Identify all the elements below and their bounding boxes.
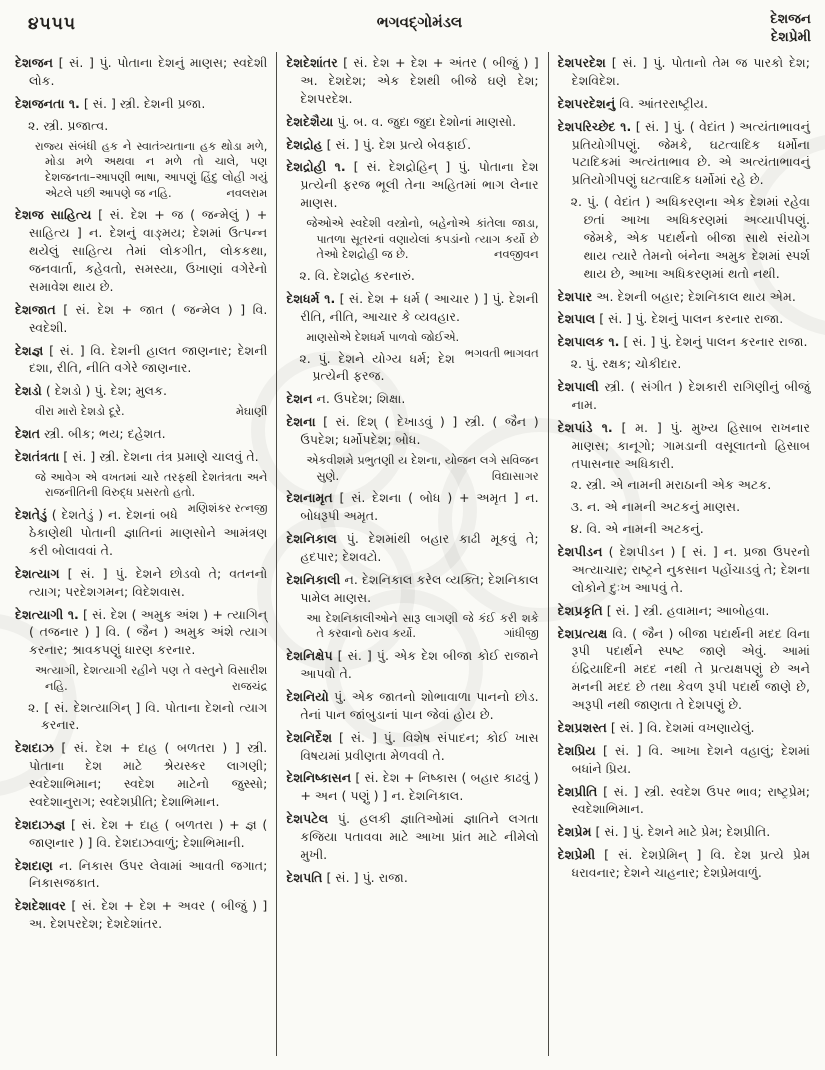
dictionary-entry <box>286 158 538 212</box>
definition-text: [ સં. દેશ + જ ( જન્મેલું ) + સાહિત્ય ] ન. દેશનું વાઙ્મય; દેશમાં ઉત્પન્ન થયેલું સાહિત્ય તેમાં લોકગીત, લોકકથા, જનવાર્તા, કહેવતો, સમસ્યા, ઉખાણાં વગેરેનો સમાવેશ થાય છે. <box>29 207 268 294</box>
dictionary-entry <box>558 846 810 882</box>
definition-text: [ સં. ] પું. દેશ પ્રત્યે બેવફાઈ. <box>326 136 472 152</box>
definition-text: ( દેશતેડું ) ન. દેશનાં બધે ઠેકાણેથી પોતાની જ્ઞાતિનાં માણસોને આમંત્રણ કરી બોલાવવાં તે. <box>29 507 268 558</box>
definition-text: ૩. ન. એ નામની અટકનું માણસ. <box>570 499 741 515</box>
definition-text: [ સં. દેશના ( બોધ ) + અમૃત ] ન. બોધરૂપી અમૃત. <box>300 490 539 524</box>
dictionary-entry <box>558 625 810 714</box>
dictionary-entry <box>286 688 538 724</box>
dictionary-entry <box>15 206 267 295</box>
definition-text: [ સં. ] વિ. આખા દેશને વહાલું; દેશમાં બધાંને પ્રિય. <box>571 742 810 776</box>
citation-quote <box>286 329 539 360</box>
entry-headword: દેશપાલી <box>557 379 599 394</box>
sense-item <box>558 520 810 538</box>
quote-text: જેઓએ સ્વદેશી વસ્ત્રોનો, બહેનોએ કાંતેલા જાડા, પાતળા સૂતરનાં વણાયેલાં કપડાંનો ત્યાગ કર્યો છે તેઓ દેશદ્રોહી જ છે. <box>306 216 539 262</box>
dictionary-entry <box>286 489 538 525</box>
definition-text: [ સં. ] સ્ત્રી. દેશની પ્રજા. <box>83 95 206 111</box>
entry-headword: દેશદાઝ <box>15 740 54 756</box>
quote-text: આ દેશનિકાલીઓને સારૂ લાગણી જે કંઈ કરી શકે તે કરવાનો ઠરાવ કર્યો. <box>306 610 539 641</box>
entry-headword: દેશજન <box>15 55 54 70</box>
quote-text: વીરા મારો દેશડો દૂરે. <box>35 404 125 419</box>
entry-headword: દેશદ્રોહ <box>286 136 323 152</box>
entry-headword: દેશજાત <box>15 301 56 317</box>
sense-item <box>15 699 267 735</box>
quote-text: જે આવેગ એ વખતમાં ચારે તરફથી દેશતંત્રતા અને રાજનીતિની વિરુદ્ધ પ્રસરતો હતો. <box>35 469 268 500</box>
definition-text: ન. ઉપદેશ; શિક્ષા. <box>316 391 406 407</box>
dictionary-entry <box>558 310 810 328</box>
entry-headword: દેશપ્રિય <box>557 742 596 758</box>
definition-text: [ સં. દેશ + દાહ ( બળતરા ) + જ્ઞ ( જાણનાર ) ] વિ. દેશદાઝવાળું; દેશાભિમાની. <box>29 816 268 850</box>
entry-headword: દેશનિયો <box>286 688 329 704</box>
definition-text: સ્ત્રી. બીક; ભય; દહેશત. <box>44 425 166 441</box>
entry-headword: દેશત્યાગ <box>15 565 60 581</box>
definition-text: [ સં. ] પું. દેશનું પાલન કરનાર રાજા. <box>623 334 808 350</box>
dictionary-entry <box>558 719 810 737</box>
dictionary-entry <box>286 413 538 449</box>
dictionary-entry <box>15 95 267 113</box>
definition-text: [ સં. ] પું. દેશને છોડવો તે; વતનનો ત્યાગ; પરદેશગમન; વિદેશવાસ. <box>29 565 268 599</box>
column-2 <box>276 52 547 1056</box>
column-1 <box>6 52 276 1056</box>
page-number: ૪૫૫૫ <box>28 14 77 34</box>
entry-headword: દેશપાંડે ૧. <box>557 419 613 435</box>
guide-word-first: દેશજન <box>770 11 811 27</box>
citation-quote <box>286 453 538 484</box>
citation-attribution: મેઘાણી <box>235 404 268 419</box>
definition-text: ( દેશપીડન ) [ સં. ] ન. પ્રજા ઉપરનો અત્યાચાર; રાષ્ટ્રને નુકસાન પહોંચાડવું તે; દેશના લોકોને દુઃખ આપવું તે. <box>571 544 810 595</box>
dictionary-entry <box>15 54 267 90</box>
guide-word-last: દેશપ્રેમી <box>770 29 811 46</box>
entry-headword: દેશપ્રશસ્ત <box>557 719 607 735</box>
entry-headword: દેશદ્રોહી ૧. <box>286 159 346 175</box>
entry-headword: દેશજ્ઞ <box>15 342 44 358</box>
definition-text: ( દેશડો ) પું. દેશ; મુલક. <box>45 383 167 399</box>
quote-text: અત્યાગી, દેશત્યાગી રહીને પણ તે વસ્તુને વિસારીશ નહિ. <box>35 663 268 693</box>
dictionary-entry <box>15 606 267 660</box>
entry-headword: દેશપરિચ્છેદ ૧. <box>557 118 632 134</box>
definition-text: [ સં. ] વિ. દેશમાં વખણાયેલું. <box>610 719 755 735</box>
entry-headword: દેશડો <box>15 383 42 399</box>
entry-headword: દેશપાર <box>557 288 593 304</box>
entry-headword: દેશપટેલ <box>286 811 329 827</box>
definition-text: પું. બ. વ. જુદા જુદા દેશોનાં માણસો. <box>337 113 517 129</box>
column-3 <box>548 52 819 1056</box>
entry-headword: દેશનિષ્કાસન <box>286 770 352 786</box>
definition-text: ૨. [ સં. દેશત્યાગિન્ ] વિ. પોતાના દેશનો ત્યાગ કરનાર. <box>28 699 268 733</box>
entry-headword: દેશધર્મ ૧. <box>286 291 336 307</box>
definition-text: [ સં. દેશ + દેશ + અંતર ( બીજું ) ] અ. દેશદેશ; એક દેશથી બીજે ઘણે દેશ; દેશપરદેશ. <box>300 55 539 106</box>
definition-text: ૨. સ્ત્રી. પ્રજાત્વ. <box>28 117 109 133</box>
dictionary-entry <box>286 869 538 887</box>
citation-quote <box>15 404 267 420</box>
citation-quote <box>286 611 538 642</box>
dictionary-entry <box>558 543 810 597</box>
dictionary-entry <box>558 783 810 819</box>
citation-quote <box>15 663 267 694</box>
definition-text: [ સં. દેશ + જાત ( જન્મેલ ) ] વિ. સ્વદેશી. <box>29 301 268 335</box>
dictionary-entry <box>286 136 538 154</box>
entry-headword: દેશતંત્રતા <box>15 448 60 464</box>
entry-headword: દેશનિકાલી <box>286 571 341 587</box>
definition-text: [ સં. ] પું. ( વેદાંત ) અત્યંતાભાવનું પ્રતિયોગીપણું. જેમકે, ઘટત્વાદિક ધર્મોના પટાદિકમાં અત્યંતાભાવ છે. એ અત્યંતાભાવનું પ્રતિયોગીપણું ઘટત્વાદિક ધર્મોમાં રહે છે. <box>571 118 810 188</box>
dictionary-entry <box>286 729 538 765</box>
definition-text: સ્ત્રી. ( સંગીત ) દેશકારી રાગિણીનું બીજું નામ. <box>571 379 810 412</box>
definition-text: [ સં. દેશદ્રોહિન્ ] પું. પોતાના દેશ પ્રત્યેની ફરજ ભૂલી તેના અહિતમાં ભાગ લેનાર માણસ. <box>300 159 539 211</box>
definition-text: ૪. વિ. એ નામની અટકનું. <box>570 521 704 537</box>
definition-text: [ સં. ] સ્ત્રી. હવામાન; આબોહવા. <box>606 602 770 618</box>
definition-text: ૨. વિ. દેશદ્રોહ કરનારું. <box>299 268 415 284</box>
dictionary-entry <box>286 810 538 864</box>
quote-text: એકવીશમે પ્રભુતણી ય દેશના, યોજન લગે સવિજન સુણે. <box>306 452 539 483</box>
definition-text: [ સં. ] સ્ત્રી. સ્વદેશ ઉપર ભાવ; રાષ્ટ્રપ્રેમ; સ્વદેશાભિમાન. <box>571 783 810 817</box>
dictionary-entry <box>286 571 538 607</box>
definition-text: [ સં. દેશ + દાહ ( બળતરા ) ] સ્ત્રી. પોતાના દેશ માટે શ્રેયસ્કર લાગણી; સ્વદેશાભિમાન; સ્વદેશ માટેનો જુસ્સો; સ્વદેશાનુરાગ; સ્વદેશપ્રીતિ; દેશાભિમાન. <box>29 740 268 809</box>
dictionary-entry <box>15 382 267 400</box>
entry-headword: દેશપીડન <box>557 544 603 559</box>
citation-attribution: રાજચંદ્ર <box>232 678 268 693</box>
dictionary-entry <box>286 290 538 326</box>
dictionary-entry <box>558 118 810 190</box>
entry-headword: દેશત <box>15 425 41 441</box>
entry-headword: દેશનામૃત <box>286 490 333 506</box>
sense-item <box>15 117 267 135</box>
citation-attribution: વિદ્યાસાગર <box>491 468 539 483</box>
definition-text: ૨. પું. ( વેદાંત ) અધિકરણના એક દેશમાં રહેવા છતાં આખા અધિકરણમાં અવ્યાપીપણું. જેમકે, એક પદાર્થનો બીજા સાથે સંયોગ થાય ત્યારે તેમનો બંનેના અમુક દેશમાં સ્પર્શ થાય છે, આખા અધિકરણમાં થતો નથી. <box>570 194 810 281</box>
entry-headword: દેશપ્રેમી <box>557 847 596 863</box>
definition-text: [ સં. દેશ ( અમુક અંશ ) + ત્યાગિન્ ( તજનાર ) ] વિ. ( જૈન ) અમુક અંશે ત્યાગ કરનાર; શ્રાવકપણું ધારણ કરનાર. <box>29 606 268 658</box>
definition-text: [ સં. દેશ + નિષ્કાસ ( બહાર કાઢવું ) + અન ( પણું ) ] ન. દેશનિકાલ. <box>300 770 539 804</box>
definition-text: [ સં. ] પું. પોતાનો તેમ જ પારકો દેશ; દેશવિદેશ. <box>571 55 810 88</box>
sense-item <box>286 267 538 285</box>
definition-text: પું. હલકી જ્ઞાતિઓમાં જ્ઞાતિને લગતા કજિયા પતાવવા માટે આખા પ્રાંત માટે નીમેલો મુખી. <box>300 811 539 862</box>
definition-text: [ સં. દિશ્ ( દેખાડવું ) ] સ્ત્રી. ( જૈન ) ઉપદેશ; ધર્મોપદેશ; બોધ. <box>300 414 539 448</box>
sense-item <box>558 355 810 373</box>
definition-text: [ મ. ] પું. મુખ્ય હિસાબ રાખનાર માણસ; કાનૂગો; ગામડાની વસૂલાતનો હિસાબ તપાસનાર અધિકારી. <box>571 419 810 471</box>
definition-text: [ સં. ] પું. દેશને માટે પ્રેમ; દેશપ્રીતિ. <box>595 824 771 840</box>
citation-attribution: નવલરામ <box>226 185 268 200</box>
entry-headword: દેશપતિ <box>286 869 323 885</box>
definition-text: [ સં. દેશ + ધર્મ ( આચાર ) ] પું. દેશની રીતિ, નીતિ, આચાર કે વ્યવહાર. <box>300 291 539 324</box>
citation-attribution: નવજીવન <box>493 247 539 262</box>
dictionary-entry <box>15 897 267 933</box>
citation-attribution: મણિશંકર રત્નજી <box>187 501 268 516</box>
entry-headword: દેશપાલ <box>557 311 596 327</box>
dictionary-entry <box>15 739 267 811</box>
definition-text: અ. દેશની બહાર; દેશનિકાલ થાય એમ. <box>596 288 796 304</box>
dictionary-entry <box>286 647 538 683</box>
definition-text: [ સં. ] પું. એક દેશ બીજા કોઈ રાજાને આપવો તે. <box>300 648 539 681</box>
dictionary-entry <box>286 113 538 131</box>
definition-text: ન. દેશનિકાલ કરેલ વ્યક્તિ; દેશનિકાલ પામેલ માણસ. <box>300 571 539 605</box>
entry-headword: દેશનિર્દેશ <box>286 729 333 745</box>
definition-text: ન. નિકાસ ઉપર લેવામાં આવતી જગાત; નિકાસજકાત. <box>29 857 268 891</box>
citation-attribution: ગાંધીજી <box>503 626 539 641</box>
definition-text: [ સં. દેશ + દેશ + અવર ( બીજું ) ] અ. દેશપરદેશ; દેશદેશાંતર. <box>29 898 268 932</box>
definition-text: વિ. ( જૈન ) બીજા પદાર્થની મદદ વિના રૂપી પદાર્થને સ્પષ્ટ જાણે એવું. આમાં ઇંદ્રિયાદિની મદદ નથી તે પ્રત્યક્ષપણું છે અને મનની મદદ છે તથા કેવળ રૂપી પદાર્થ જાણે છે, અરૂપી નથી જાણતા તે દેશપણું છે. <box>571 625 810 712</box>
definition-text: [ સં. ] પું. દેશનું પાલન કરનાર રાજા. <box>599 311 784 327</box>
entry-headword: દેશપરદેશનું <box>557 95 616 111</box>
definition-text: [ સં. દેશપ્રેમિન્ ] વિ. દેશ પ્રત્યે પ્રેમ ધરાવનાર; દેશને ચાહનાર; દેશપ્રેમવાળું. <box>571 847 810 880</box>
dictionary-entry <box>558 742 810 778</box>
dictionary-entry <box>558 378 810 414</box>
entry-headword: દેશન <box>286 391 313 407</box>
sense-item <box>558 498 810 516</box>
dictionary-entry <box>286 390 538 408</box>
sense-item <box>558 476 810 494</box>
entry-headword: દેશપ્રીતિ <box>557 783 598 799</box>
entry-headword: દેશજ સાહિત્ય <box>15 207 92 223</box>
entry-headword: દેશજનતા ૧. <box>15 95 80 111</box>
definition-text: પું. એક જાતનો શોભાવાળા પાનનો છોડ. તેનાં પાન જાંબુડાનાં પાન જેવાં હોય છે. <box>300 688 539 722</box>
entry-headword: દેશનિકાલ <box>286 531 337 547</box>
citation-quote <box>286 216 538 263</box>
definition-text: [ સં. ] પું. પોતાના દેશનું માણસ; સ્વદેશી લોક. <box>29 55 268 88</box>
definition-text: ૨. સ્ત્રી. એ નામની મરાઠાની એક અટક. <box>570 477 772 493</box>
dictionary-entry <box>15 565 267 601</box>
dictionary-entry <box>558 419 810 473</box>
definition-text: [ સં. ] પું. વિશેષ સંપાદન; કોઈ ખાસ વિષયમાં પ્રવીણતા મેળવવી તે. <box>300 729 539 763</box>
definition-text: [ સં. ] પું. રાજા. <box>326 869 408 885</box>
dictionary-entry <box>15 816 267 852</box>
citation-attribution: ભગવતી ભાગવત <box>464 345 539 360</box>
entry-headword: દેશદાણ <box>15 857 53 873</box>
entry-headword: દેશપ્રકૃતિ <box>557 602 603 618</box>
entry-headword: દેશદેશાવર <box>15 898 66 914</box>
book-title: ભગવદ્ગોમંડલ <box>376 13 463 31</box>
dictionary-entry <box>558 823 810 841</box>
dictionary-entry <box>558 602 810 620</box>
entry-headword: દેશપાલક ૧. <box>557 334 620 350</box>
dictionary-entry <box>15 425 267 443</box>
dictionary-entry <box>286 54 538 108</box>
page-header <box>0 6 825 46</box>
entry-headword: દેશદેશૈયા <box>286 113 334 129</box>
definition-text: વિ. આંતરરાષ્ટ્રીય. <box>619 95 708 111</box>
definition-text: [ સં. ] સ્ત્રી. દેશના તંત્ર પ્રમાણે ચાલવું તે. <box>63 448 259 464</box>
dictionary-entry <box>558 333 810 351</box>
dictionary-entry <box>558 95 810 113</box>
columns-container <box>6 52 819 1056</box>
definition-text: ૨. પું. દેશને યોગ્ય ધર્મ; દેશ પ્રત્યેની ફરજ. <box>299 350 455 384</box>
guide-words <box>691 10 811 46</box>
dictionary-entry <box>15 342 267 378</box>
definition-text: પું. દેશમાંથી બહાર કાઢી મૂકવું તે; હદપાર; દેશવટો. <box>300 531 539 565</box>
sense-item <box>558 193 810 282</box>
quote-text: માણસોએ દેશધર્મ પાળવો જોઈએ. <box>306 329 460 344</box>
entry-headword: દેશપ્રેમ <box>557 824 592 840</box>
citation-quote <box>15 139 267 202</box>
definition-text: [ સં. ] વિ. દેશની હાલત જાણનાર; દેશની દશા, રીતિ, નીતિ વગેરે જાણનાર. <box>29 342 268 376</box>
dictionary-entry <box>558 288 810 306</box>
entry-headword: દેશતેડું <box>15 507 48 523</box>
entry-headword: દેશત્યાગી ૧. <box>15 606 79 622</box>
definition-text: ૨. પું. રક્ષક; ચોકીદાર. <box>570 356 682 372</box>
entry-headword: દેશપ્રત્યક્ષ <box>557 625 608 641</box>
entry-headword: દેશદેશાંતર <box>286 55 338 70</box>
dictionary-entry <box>15 448 267 466</box>
dictionary-entry <box>15 857 267 893</box>
quote-text: રાજ્ય સંબંધી હક ને સ્વાતંત્ર્યતાના હક થોડા મળે, મોડા મળે અથવા ન મળે તો ચાલે, પણ દેશજનતા–આપણી ભાષા, આપણું હિંદુ લોહી ગયું એટલે પછી આપણે જ નહિ. <box>35 138 268 200</box>
entry-headword: દેશપરદેશ <box>557 55 606 70</box>
dictionary-entry <box>558 54 810 90</box>
entry-headword: દેશના <box>286 414 316 430</box>
dictionary-entry <box>15 301 267 337</box>
entry-headword: દેશદાઝજ્ઞ <box>15 816 66 832</box>
dictionary-entry <box>286 769 538 805</box>
entry-headword: દેશનિક્ષેપ <box>286 648 333 664</box>
dictionary-entry <box>286 530 538 566</box>
